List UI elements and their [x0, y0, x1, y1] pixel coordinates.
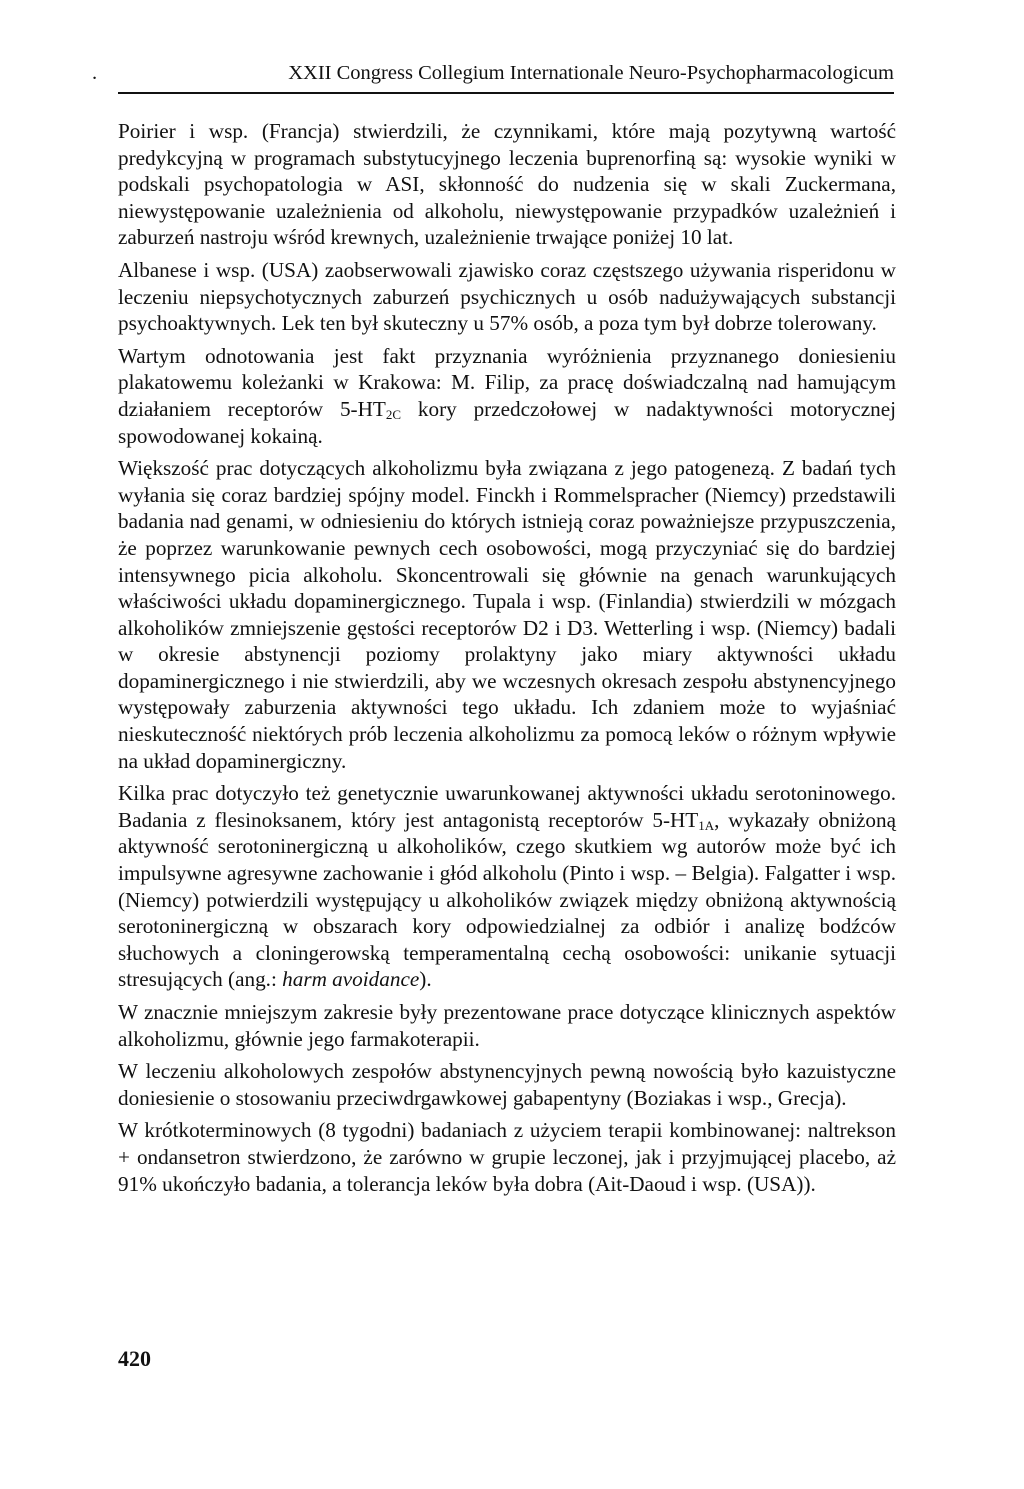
paragraph-serotonin-text-c: ). [419, 967, 432, 992]
paragraph-serotonin [118, 780, 896, 993]
body-text [118, 118, 896, 1203]
paragraph-filip-text-a: Wartym odnotowania jest fakt przyznania wyróżnienia przyznanego doniesieniu plakatowemu koleżanki w Krakowa: M. Filip, za pracę doświadczalną nad hamującym działaniem receptorów 5-HT [118, 343, 896, 421]
paragraph-clinical: W znacznie mniejszym zakresie były prezentowane prace dotyczące klinicznych aspektów alkoholizmu, głównie jego farmakoterapii. [118, 1000, 896, 1051]
paragraph-serotonin-subscript: 1A [698, 817, 715, 833]
paragraph-poirier: Poirier i wsp. (Francja) stwierdzili, że czynnikami, które mają pozytywną wartość predykcyjną w programach substytucyjnego leczenia buprenorfiną są: wysokie wyniki w podskali psychopatologia w ASI, skłonność do nudzenia się w skali Zuckermana, niewystępowanie uzależnienia od alkoholu, niewystępowanie przypadków uzależnień i zaburzeń nastroju wśród krewnych, uzależnienie trwające poniżej 10 lat. [118, 119, 896, 250]
page-number: 420 [118, 1346, 151, 1371]
paragraph-serotonin-italic: harm avoidance [282, 967, 420, 992]
header-title: XXII Congress Collegium Internationale Neuro-Psychopharmacologicum [288, 62, 894, 84]
paragraph-naltrexone: W krótkoterminowych (8 tygodni) badaniach z użyciem terapii kombinowanej: naltrekson + ondansetron stwierdzono, że zarówno w grupie leczonej, jak i przyjmującej placebo, aż 91% ukończyło badania, a tolerancja leków była dobra (Ait-Daoud i wsp. (USA)). [118, 1118, 896, 1196]
paragraph-albanese: Albanese i wsp. (USA) zaobserwowali zjawisko coraz częstszego używania risperidonu w leczeniu niepsychotycznych zaburzeń psychicznych u osób nadużywających substancji psychoaktywnych. Lek ten był skuteczny u 57% osób, a poza tym był dobrze tolerowany. [118, 257, 896, 336]
paragraph-filip-text-b: kory przedczołowej w nadaktywności motorycznej spowodowanej kokainą. [118, 396, 896, 448]
header-dot: . [92, 62, 98, 84]
paragraph-serotonin-text-b: , wykazały obniżoną aktywność serotoninergiczną u alkoholików, czego skutkiem wg autorów może być ich impulsywne agresywne zachowanie i głód alkoholu (Pinto i wsp. – Belgia). Falgatter i wsp. (Niemcy) potwierdzili występujący u alkoholików związek między obniżoną aktywnością serotoninergiczną w obszarach kory odpowiedzialnej za odbiór i analizę bodźców słuchowych a cloningerowską temperamentalną cechą osobowości: unikanie sytuacji stresujących (ang.: [118, 807, 896, 992]
paragraph-alcoholism-pathogenesis: Większość prac dotyczących alkoholizmu była związana z jego patogenezą. Z badań tych wyłania się coraz bardziej spójny model. Finckh i Rommelspracher (Niemcy) przedstawili badania nad genami, w odniesieniu do których istnieją coraz poważniejsze przypuszczenia, że poprzez warunkowanie pewnych cech osobowości, mogą przyczyniać się do bardziej intensywnego picia alkoholu. Skoncentrowali się głównie na genach warunkujących właściwości układu dopaminergicznego. Tupala i wsp. (Finlandia) stwierdzili w mózgach alkoholików zmniejszenie gęstości receptorów D2 i D3. Wetterling i wsp. (Niemcy) badali w okresie abstynencji poziomy prolaktyny jako miary aktywności układu dopaminergicznego i nie stwierdzili, aby we wczesnych okresach zespołu abstynencyjnego występowały zaburzenia aktywności tego układu. Ich zdaniem może to wyjaśniać nieskuteczność niektórych prób leczenia alkoholizmu za pomocą leków o różnym wpływie na układ dopaminergiczny. [118, 456, 896, 773]
paragraph-serotonin-text-a: Kilka prac dotyczyło też genetycznie uwarunkowanej aktywności układu serotoninowego. Badania z flesinoksanem, który jest antagonistą receptorów 5-HT [118, 781, 896, 832]
running-header [92, 60, 894, 94]
paragraph-filip [118, 343, 896, 449]
paragraph-filip-subscript: 2C [385, 406, 402, 422]
paragraph-gabapentin: W leczeniu alkoholowych zespołów abstynencyjnych pewną nowością było kazuistyczne doniesienie o stosowaniu przeciwdrgawkowej gabapentyny (Boziakas i wsp., Grecja). [118, 1059, 896, 1110]
